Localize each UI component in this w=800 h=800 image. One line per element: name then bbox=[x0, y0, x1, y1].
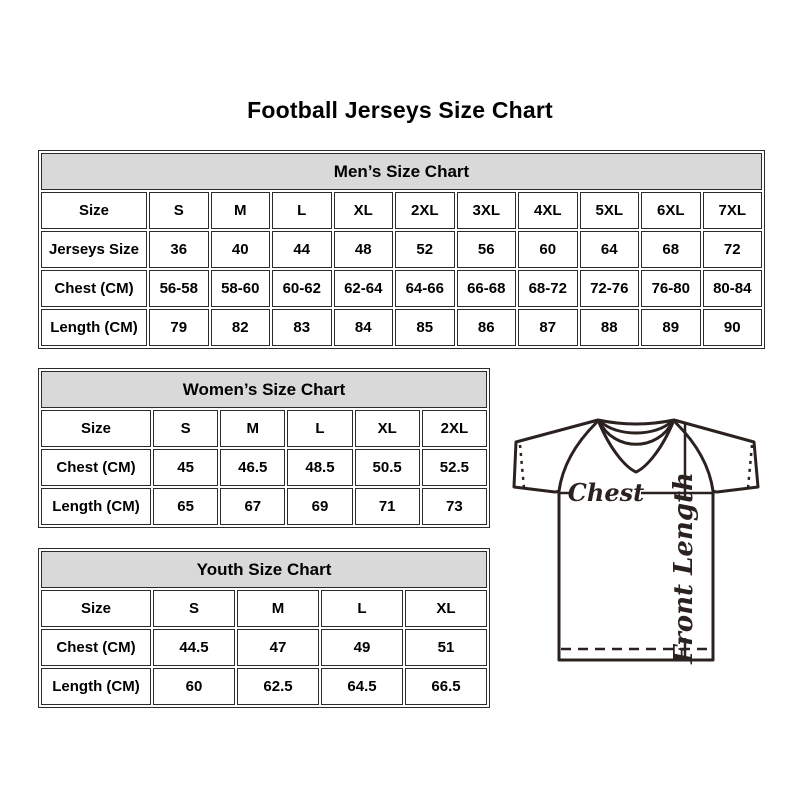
column-header: L bbox=[321, 590, 403, 627]
table-cell: 50.5 bbox=[355, 449, 420, 486]
mens-size-table bbox=[38, 150, 765, 349]
jersey-measurement-diagram bbox=[501, 400, 773, 686]
table-cell: 60-62 bbox=[272, 270, 332, 307]
table-cell: 68-72 bbox=[518, 270, 578, 307]
row-label: Chest (CM) bbox=[41, 449, 151, 486]
column-header: 5XL bbox=[580, 192, 640, 229]
table-cell: 36 bbox=[149, 231, 209, 268]
table-cell: 86 bbox=[457, 309, 517, 346]
table-cell: 44 bbox=[272, 231, 332, 268]
table-cell: 87 bbox=[518, 309, 578, 346]
table-row bbox=[41, 668, 487, 705]
row-label: Length (CM) bbox=[41, 488, 151, 525]
column-header: S bbox=[153, 590, 235, 627]
table-cell: 48.5 bbox=[287, 449, 352, 486]
row-label: Length (CM) bbox=[41, 309, 147, 346]
table-cell: 44.5 bbox=[153, 629, 235, 666]
corner-header: Size bbox=[41, 192, 147, 229]
table-row bbox=[41, 629, 487, 666]
table-cell: 88 bbox=[580, 309, 640, 346]
column-header: XL bbox=[334, 192, 394, 229]
table-cell: 52 bbox=[395, 231, 455, 268]
front-length-label: Front Length bbox=[669, 472, 699, 664]
youth-size-table bbox=[38, 548, 490, 708]
column-header: L bbox=[272, 192, 332, 229]
table-row bbox=[41, 309, 762, 346]
table-row bbox=[41, 270, 762, 307]
left-cuff-dashed-line bbox=[520, 445, 524, 488]
chest-label: Chest bbox=[567, 478, 645, 507]
table-cell: 67 bbox=[220, 488, 285, 525]
table-cell: 68 bbox=[641, 231, 701, 268]
table-cell: 83 bbox=[272, 309, 332, 346]
table-cell: 40 bbox=[211, 231, 271, 268]
table-title: Men’s Size Chart bbox=[41, 153, 762, 190]
table-cell: 47 bbox=[237, 629, 319, 666]
column-header: 2XL bbox=[395, 192, 455, 229]
column-header: M bbox=[237, 590, 319, 627]
table-cell: 64.5 bbox=[321, 668, 403, 705]
column-header: M bbox=[211, 192, 271, 229]
table-cell: 45 bbox=[153, 449, 218, 486]
column-header: 6XL bbox=[641, 192, 701, 229]
table-cell: 49 bbox=[321, 629, 403, 666]
row-label: Jerseys Size bbox=[41, 231, 147, 268]
table-cell: 66.5 bbox=[405, 668, 487, 705]
column-header: S bbox=[153, 410, 218, 447]
table-cell: 80-84 bbox=[703, 270, 763, 307]
table-cell: 73 bbox=[422, 488, 487, 525]
column-header: 2XL bbox=[422, 410, 487, 447]
table-cell: 89 bbox=[641, 309, 701, 346]
corner-header: Size bbox=[41, 590, 151, 627]
row-label: Chest (CM) bbox=[41, 629, 151, 666]
column-header: 4XL bbox=[518, 192, 578, 229]
table-row bbox=[41, 488, 487, 525]
table-cell: 85 bbox=[395, 309, 455, 346]
corner-header: Size bbox=[41, 410, 151, 447]
column-header: M bbox=[220, 410, 285, 447]
table-cell: 48 bbox=[334, 231, 394, 268]
column-header: 3XL bbox=[457, 192, 517, 229]
right-cuff-dashed-line bbox=[748, 445, 752, 488]
table-cell: 51 bbox=[405, 629, 487, 666]
table-cell: 69 bbox=[287, 488, 352, 525]
row-label: Length (CM) bbox=[41, 668, 151, 705]
table-cell: 72 bbox=[703, 231, 763, 268]
table-cell: 56-58 bbox=[149, 270, 209, 307]
table-cell: 60 bbox=[153, 668, 235, 705]
table-row bbox=[41, 449, 487, 486]
table-row bbox=[41, 231, 762, 268]
page-title: Football Jerseys Size Chart bbox=[247, 97, 553, 123]
table-cell: 71 bbox=[355, 488, 420, 525]
column-header: S bbox=[149, 192, 209, 229]
table-cell: 46.5 bbox=[220, 449, 285, 486]
table-cell: 82 bbox=[211, 309, 271, 346]
table-cell: 64 bbox=[580, 231, 640, 268]
womens-size-table bbox=[38, 368, 490, 528]
table-cell: 66-68 bbox=[457, 270, 517, 307]
table-cell: 64-66 bbox=[395, 270, 455, 307]
table-cell: 56 bbox=[457, 231, 517, 268]
table-cell: 65 bbox=[153, 488, 218, 525]
table-cell: 52.5 bbox=[422, 449, 487, 486]
jersey-outline bbox=[514, 420, 758, 660]
table-cell: 58-60 bbox=[211, 270, 271, 307]
table-cell: 60 bbox=[518, 231, 578, 268]
table-cell: 84 bbox=[334, 309, 394, 346]
table-title: Youth Size Chart bbox=[41, 551, 487, 588]
table-title: Women’s Size Chart bbox=[41, 371, 487, 408]
column-header: 7XL bbox=[703, 192, 763, 229]
jersey-diagram-svg bbox=[501, 400, 773, 686]
table-cell: 62-64 bbox=[334, 270, 394, 307]
column-header: XL bbox=[355, 410, 420, 447]
column-header: L bbox=[287, 410, 352, 447]
table-cell: 72-76 bbox=[580, 270, 640, 307]
column-header: XL bbox=[405, 590, 487, 627]
table-cell: 76-80 bbox=[641, 270, 701, 307]
row-label: Chest (CM) bbox=[41, 270, 147, 307]
table-cell: 90 bbox=[703, 309, 763, 346]
table-cell: 62.5 bbox=[237, 668, 319, 705]
table-cell: 79 bbox=[149, 309, 209, 346]
